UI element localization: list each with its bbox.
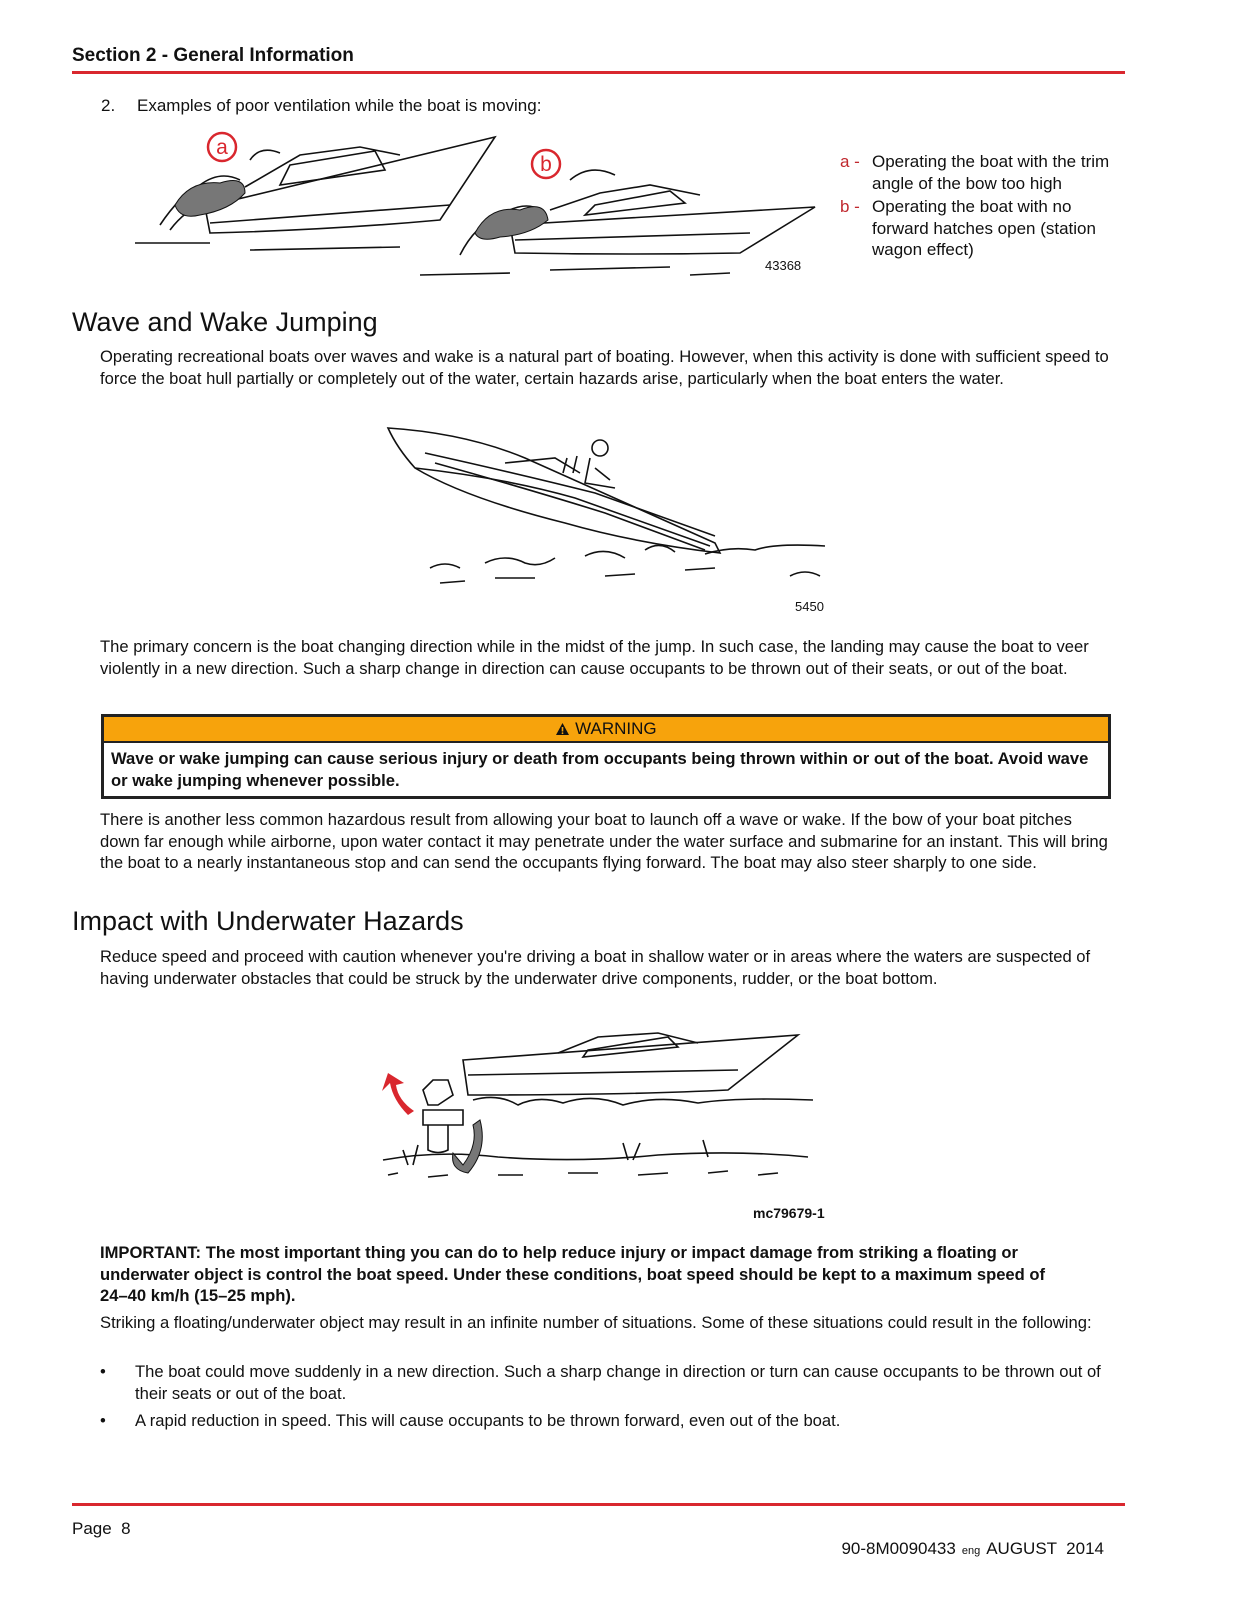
wave-other-hazard: There is another less common hazardous result from allowing your boat to launch off a wave or wake. If the bow of your boat pitches down far enough while airborne, upon water contact it may penetrate under the water surface and submarine for an instant. This will bring the boat to a nearly instantaneous stop and can send the occupants flying forward. The boat may also steer sharply to one side. bbox=[100, 810, 1108, 872]
page-number: Page 8 bbox=[72, 1519, 131, 1538]
bullet-symbol: • bbox=[100, 1411, 106, 1430]
impact-striking: Striking a floating/underwater object may result in an infinite number of situations. Some of these situations could result in the following: bbox=[100, 1313, 1092, 1332]
heading-wave-jumping: Wave and Wake Jumping bbox=[72, 307, 378, 337]
heading-underwater-hazards: Impact with Underwater Hazards bbox=[72, 906, 464, 936]
footer-rule bbox=[72, 1503, 1125, 1506]
item-text: Examples of poor ventilation while the boat is moving: bbox=[137, 96, 542, 115]
ventilation-item bbox=[101, 96, 541, 116]
warning-text: Wave or wake jumping can cause serious injury or death from occupants being thrown within or out of the boat. Avoid wave or wake jumping whenever possible. bbox=[111, 749, 1089, 790]
wave-concern: The primary concern is the boat changing direction while in the midst of the jump. In such case, the landing may cause the boat to veer violently in a new direction. Such a sharp change in direction can cause occupants to be thrown out of their seats, or out of the boat. bbox=[100, 637, 1089, 678]
warning-header bbox=[104, 717, 1108, 743]
callout-b: b bbox=[540, 153, 552, 176]
legend-text-a: Operating the boat with the trim angle of the bow too high bbox=[872, 152, 1110, 193]
doc-info bbox=[832, 1519, 1104, 1559]
header-rule bbox=[72, 71, 1125, 74]
underwater-impact-illustration bbox=[378, 1025, 838, 1225]
section-title: Section 2 - General Information bbox=[72, 45, 354, 66]
doc-number: 90-8M0090433 bbox=[841, 1539, 956, 1558]
legend-key-b: b - bbox=[840, 197, 860, 216]
bullet-symbol: • bbox=[100, 1362, 106, 1381]
legend-text-b: Operating the boat with no forward hatches open (station wagon effect) bbox=[872, 197, 1096, 259]
warning-title: WARNING bbox=[575, 719, 657, 738]
figure-id-mc79679: mc79679-1 bbox=[753, 1205, 825, 1221]
bullet-text: A rapid reduction in speed. This will cause occupants to be thrown forward, even out of the boat. bbox=[135, 1411, 841, 1430]
legend-row-b bbox=[840, 196, 1120, 261]
ventilation-illustration bbox=[130, 125, 820, 285]
doc-date: AUGUST 2014 bbox=[986, 1539, 1104, 1558]
legend-row-a bbox=[840, 151, 1120, 194]
impact-intro: Reduce speed and proceed with caution whenever you're driving a boat in shallow water or in areas where the waters are suspected of having underwater obstacles that could be struck by the underwater drive components, rudder, or the boat bottom. bbox=[100, 947, 1091, 988]
doc-language: eng bbox=[961, 1545, 981, 1557]
warning-box bbox=[101, 714, 1111, 799]
callout-a: a bbox=[216, 136, 228, 159]
figure-legend bbox=[840, 151, 1120, 263]
wave-jump-illustration bbox=[385, 418, 835, 618]
figure-id-43368: 43368 bbox=[765, 258, 802, 273]
list-item bbox=[100, 1361, 1110, 1404]
important-note: IMPORTANT: The most important thing you can do to help reduce injury or impact damage from striking a floating or underwater object is control the boat speed. Under these conditions, boat speed should be kept to a maximum speed of 24–40 km/h (15–25 mph). bbox=[100, 1243, 1046, 1305]
warning-triangle-icon bbox=[555, 722, 570, 736]
wave-intro: Operating recreational boats over waves and wake is a natural part of boating. However, when this activity is done with sufficient speed to force the boat hull partially or completely out of the water, certain hazards arise, particularly when the boat enters the water. bbox=[100, 347, 1109, 388]
impact-bullet-list bbox=[100, 1361, 1110, 1432]
bullet-text: The boat could move suddenly in a new direction. Such a sharp change in direction or turn can cause occupants to be thrown out of their seats or out of the boat. bbox=[135, 1362, 1101, 1403]
item-number: 2. bbox=[101, 96, 116, 115]
list-item bbox=[100, 1410, 1110, 1432]
figure-id-5450: 5450 bbox=[795, 599, 824, 614]
legend-key-a: a - bbox=[840, 152, 860, 171]
